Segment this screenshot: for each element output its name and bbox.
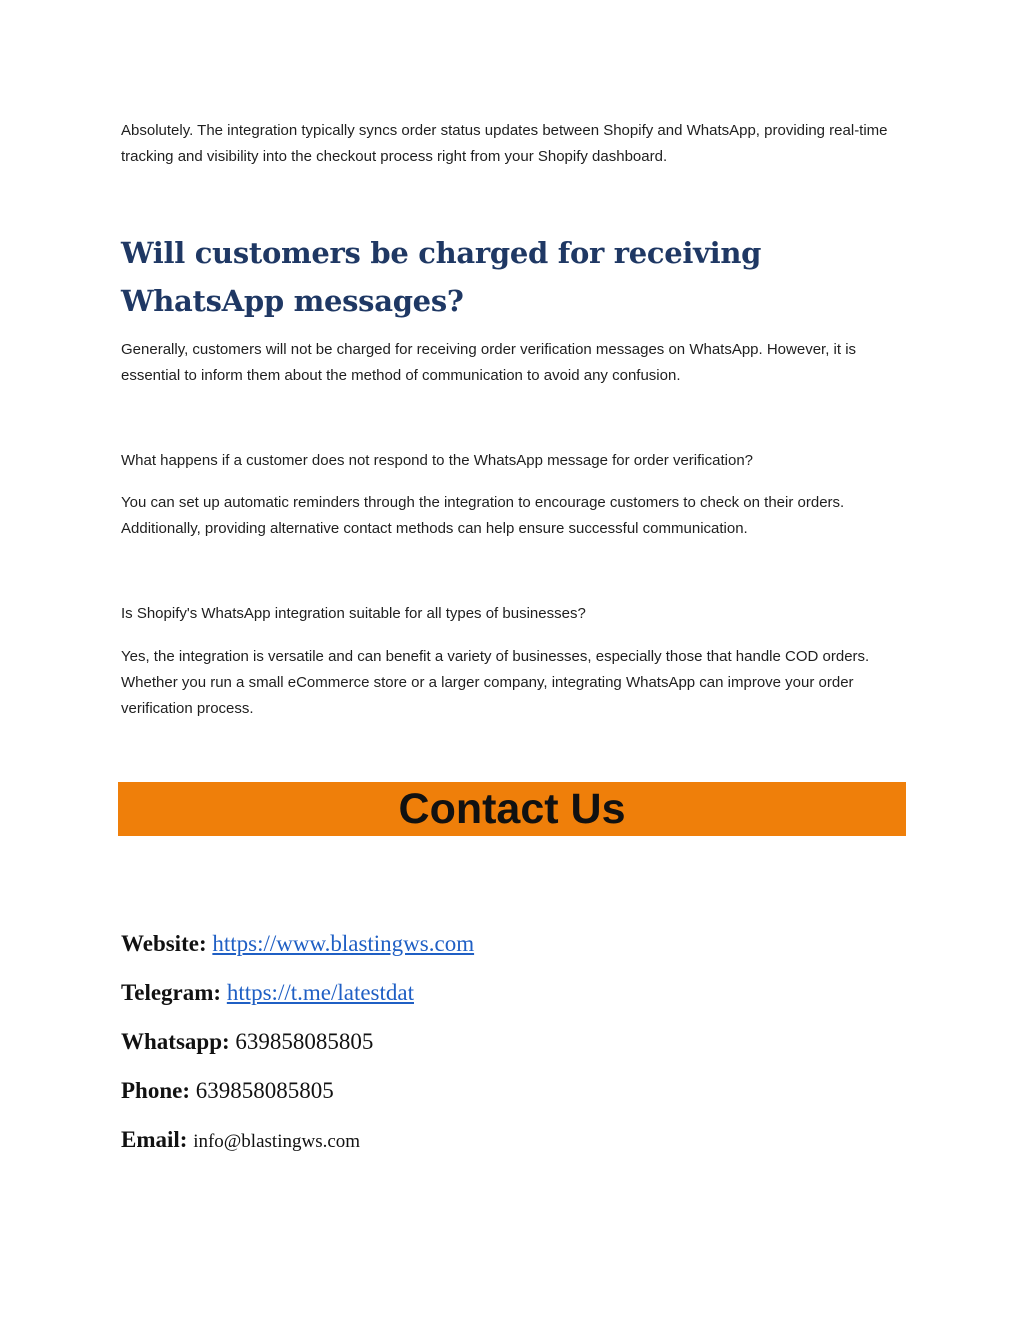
whatsapp-label: Whatsapp: <box>121 1029 230 1054</box>
website-label: Website: <box>121 931 207 956</box>
whatsapp-line <box>121 1027 373 1057</box>
website-link[interactable]: https://www.blastingws.com <box>212 931 475 956</box>
phone-label: Phone: <box>121 1078 190 1103</box>
no-response-answer-paragraph: You can set up automatic reminders through the integration to encourage customers to check on their orders. Additionally, providing alternative contact methods can help ensure successful communication. <box>121 494 845 537</box>
charged-answer-paragraph: Generally, customers will not be charged for receiving order verification messages on WhatsApp. However, it is essential to inform them about the method of communication to avoid any confusion. <box>121 341 857 384</box>
suitable-question: Is Shopify's WhatsApp integration suitable for all types of businesses? <box>121 605 586 622</box>
intro-paragraph: Absolutely. The integration typically syncs order status updates between Shopify and WhatsApp, providing real-time tracking and visibility into the checkout process right from your Shopify dashboard. <box>121 122 888 165</box>
suitable-answer-paragraph: Yes, the integration is versatile and can benefit a variety of businesses, especially those that handle COD orders. Whether you run a small eCommerce store or a larger company, integrating WhatsApp can improve your order verification process. <box>121 648 870 717</box>
whatsapp-number: 639858085805 <box>235 1029 374 1054</box>
phone-line <box>121 1076 334 1106</box>
telegram-link[interactable]: https://t.me/latestdat <box>226 980 414 1005</box>
contact-us-title: Contact Us <box>398 785 626 833</box>
email-label: Email: <box>121 1127 188 1152</box>
email-line <box>121 1125 360 1157</box>
phone-number: 639858085805 <box>195 1078 334 1103</box>
telegram-line <box>121 978 414 1008</box>
charged-heading: Will customers be charged for receiving WhatsApp messages? <box>121 236 762 318</box>
telegram-label: Telegram: <box>121 980 222 1005</box>
email-address: info@blastingws.com <box>193 1131 361 1152</box>
no-response-question: What happens if a customer does not respond to the WhatsApp message for order verification? <box>121 452 754 469</box>
website-line <box>121 929 474 959</box>
contact-us-banner <box>118 782 906 836</box>
